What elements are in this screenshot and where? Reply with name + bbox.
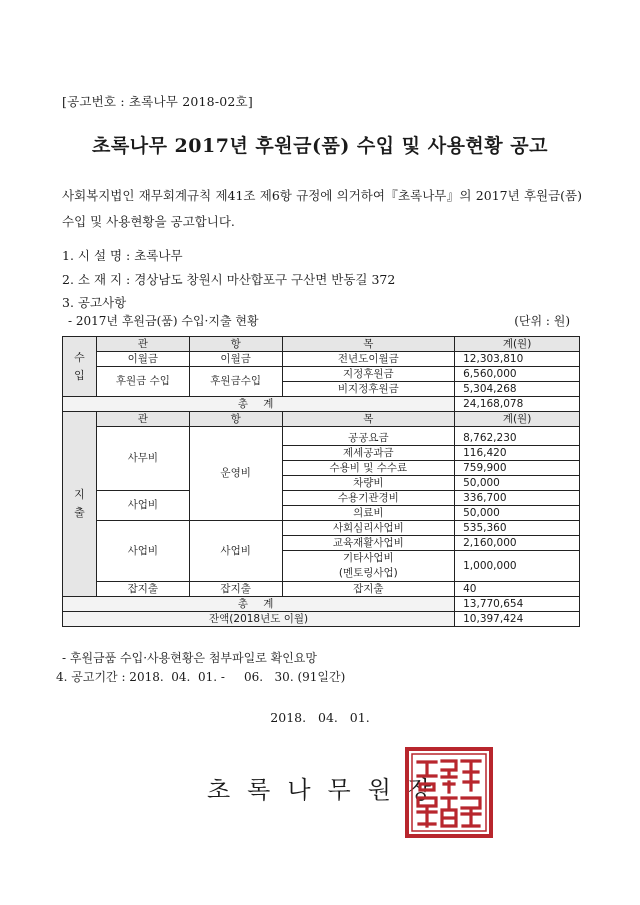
- expense-header-row: [63, 412, 580, 427]
- table-row: [63, 521, 580, 536]
- cell-amount: 116,420: [455, 446, 580, 461]
- expense-total-amount: 13,770,654: [455, 597, 580, 612]
- cell-gwan: 사업비: [96, 521, 189, 582]
- header-amount: 계(원): [455, 412, 580, 427]
- cell-mok: 차량비: [282, 476, 455, 491]
- cell-gwan: 사무비: [96, 427, 189, 491]
- cell-amount: 336,700: [455, 491, 580, 506]
- income-total-label: 총 계: [63, 397, 455, 412]
- cell-amount: 5,304,268: [455, 382, 580, 397]
- cell-mok: 전년도이월금: [282, 352, 455, 367]
- cell-mok: 비지정후원금: [282, 382, 455, 397]
- facility-name: 1. 시 설 명 : 초록나무: [62, 248, 183, 263]
- income-header-row: [63, 337, 580, 352]
- cell-amount: 8,762,230: [455, 431, 580, 446]
- header-hang: 항: [189, 412, 282, 427]
- cell-mok: 기타사업비 (멘토링사업): [282, 551, 455, 582]
- header-hang: 항: [189, 337, 282, 352]
- header-gwan: 관: [96, 412, 189, 427]
- balance-row: [63, 612, 580, 627]
- notice-items-heading: 3. 공고사항: [62, 295, 127, 310]
- cell-amount: 535,360: [455, 521, 580, 536]
- cell-mok: 교육재활사업비: [282, 536, 455, 551]
- table-row: [63, 367, 580, 382]
- official-seal: [404, 746, 494, 839]
- notice-number: [공고번호 : 초록나무 2018-02호]: [62, 94, 253, 109]
- income-side-label: 수 입: [63, 337, 97, 397]
- cell-mok: 지정후원금: [282, 367, 455, 382]
- table-title: - 2017년 후원금(품) 수입·지출 현황: [68, 314, 259, 328]
- attachment-note: - 후원금품 수입·사용현황은 첨부파일로 확인요망: [62, 651, 317, 665]
- cell-hang: 후원금수입: [189, 367, 282, 397]
- cell-gwan: 이월금: [96, 352, 189, 367]
- document-title: 초록나무 2017년 후원금(품) 수입 및 사용현황 공고: [92, 135, 548, 157]
- income-total-amount: 24,168,078: [455, 397, 580, 412]
- organization-name: 초록나무원장: [207, 776, 449, 804]
- expense-total-label: 총 계: [63, 597, 455, 612]
- cell-hang: 이월금: [189, 352, 282, 367]
- cell-mok: 수용비 및 수수료: [282, 461, 455, 476]
- table-row: [63, 352, 580, 367]
- cell-mok: 의료비: [282, 506, 455, 521]
- header-amount: 계(원): [455, 337, 580, 352]
- cell-gwan: 사업비: [96, 491, 189, 521]
- balance-label: 잔액(2018년도 이월): [63, 612, 455, 627]
- income-total-row: [63, 397, 580, 412]
- cell-hang: 잡지출: [189, 582, 282, 597]
- cell-mok: 잡지출: [282, 582, 455, 597]
- facility-location: 2. 소 재 지 : 경상남도 창원시 마산합포구 구산면 반동길 372: [62, 272, 396, 287]
- cell-gwan: 후원금 수입: [96, 367, 189, 397]
- cell-hang: 운영비: [189, 427, 282, 521]
- cell-mok: 제세공과금: [282, 446, 455, 461]
- cell-gwan: 잡지출: [96, 582, 189, 597]
- cell-amount: 6,560,000: [455, 367, 580, 382]
- cell-amount: 1,000,000: [455, 551, 580, 582]
- cell-mok: 사회심리사업비: [282, 521, 455, 536]
- header-mok: 목: [282, 337, 455, 352]
- cell-mok: 수용기관경비: [282, 491, 455, 506]
- income-expense-table: [62, 336, 580, 627]
- header-gwan: 관: [96, 337, 189, 352]
- cell-amount: 759,900: [455, 461, 580, 476]
- cell-hang: 사업비: [189, 521, 282, 582]
- expense-total-row: [63, 597, 580, 612]
- notice-period: 4. 공고기간 : 2018. 04. 01. - 06. 30. (91일간): [56, 670, 346, 684]
- cell-mok: 공공요금: [282, 431, 455, 446]
- issue-date: 2018. 04. 01.: [270, 710, 370, 725]
- cell-amount: 12,303,810: [455, 352, 580, 367]
- balance-amount: 10,397,424: [455, 612, 580, 627]
- unit-label: (단위 : 원): [514, 314, 570, 328]
- table-row: [63, 582, 580, 597]
- header-mok: 목: [282, 412, 455, 427]
- intro-paragraph: 사회복지법인 재무회계규칙 제41조 제6항 규정에 의거하여『초록나무』의 2017년 후원금(품) 수입 및 사용현황을 공고합니다.: [62, 188, 582, 229]
- table-row: [63, 491, 580, 506]
- cell-amount: 50,000: [455, 506, 580, 521]
- cell-amount: 2,160,000: [455, 536, 580, 551]
- cell-amount: 50,000: [455, 476, 580, 491]
- cell-amount: 40: [455, 582, 580, 597]
- expense-side-label: 지 출: [63, 412, 97, 597]
